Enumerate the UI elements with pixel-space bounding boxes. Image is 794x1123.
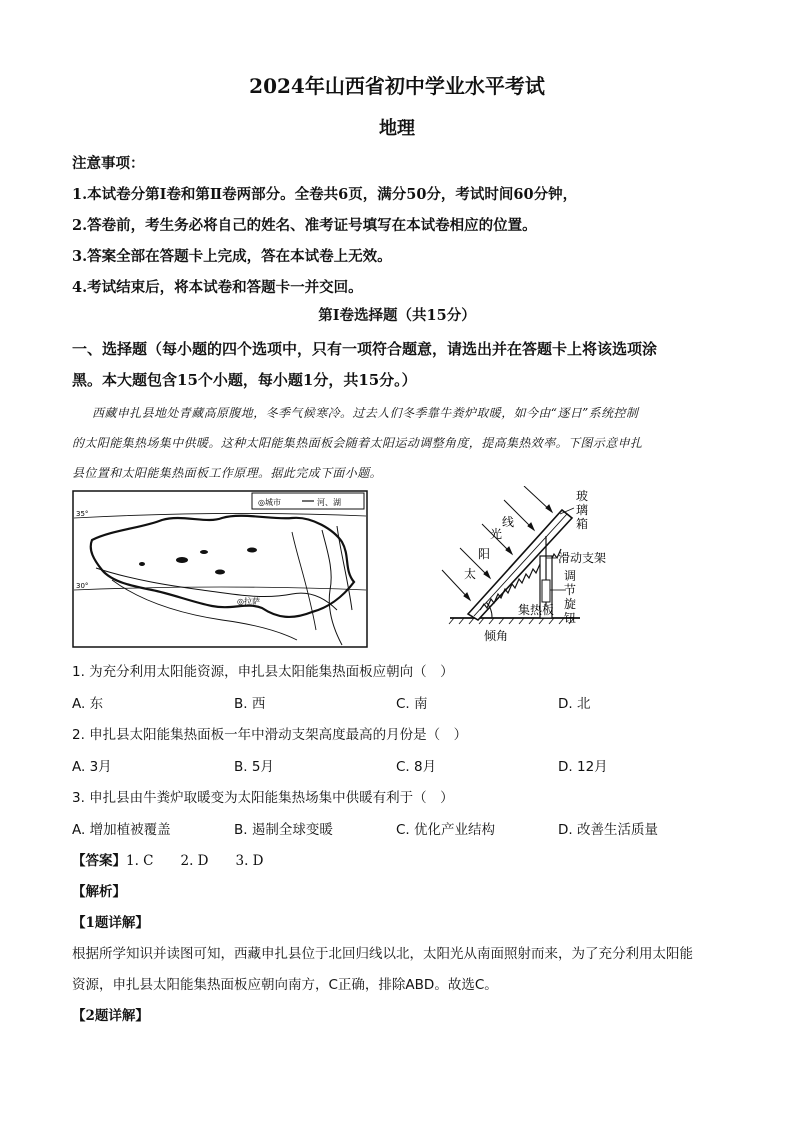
question-2-option-a[interactable]: A. 3月 bbox=[72, 759, 112, 775]
question-1-option-d[interactable]: D. 北 bbox=[558, 696, 591, 712]
question-3-option-d[interactable]: D. 改善生活质量 bbox=[558, 822, 658, 838]
question-2-option-d[interactable]: D. 12月 bbox=[558, 759, 608, 775]
sunlight-char-3: 光 bbox=[490, 527, 503, 541]
q2-analysis-heading: 【2题详解】 bbox=[72, 1008, 149, 1024]
notice-item: 4.考试结束后，将本试卷和答题卡一并交回。 bbox=[72, 279, 363, 296]
passage-line: 西藏申扎县地处青藏高原腹地，冬季气候寒冷。过去人们冬季靠牛粪炉取暖，如今由“逐日”系统控制 bbox=[92, 406, 639, 420]
adjust-knob-label-2: 节 bbox=[564, 583, 577, 597]
question-1-option-b[interactable]: B. 西 bbox=[234, 696, 266, 712]
answer-label: 【答案】 bbox=[72, 853, 126, 869]
sunlight-char-4: 线 bbox=[502, 515, 515, 529]
adjust-knob-label-4: 钮 bbox=[564, 611, 577, 625]
passage-line: 的太阳能集热场集中供暖。这种太阳能集热面板会随着太阳运动调整角度，提高集热效率。下图示意申扎 bbox=[72, 436, 643, 450]
exam-title: 2024年山西省初中学业水平考试 bbox=[249, 74, 545, 98]
q1-analysis-line2: 资源，申扎县太阳能集热面板应朝向南方，C正确，排除ABD。故选C。 bbox=[72, 977, 498, 993]
lat-30-label: 30° bbox=[76, 582, 89, 590]
q1-analysis-heading: 【1题详解】 bbox=[72, 915, 149, 931]
lhasa-label: ◎拉萨 bbox=[237, 597, 260, 606]
question-2-stem: 2. 申扎县太阳能集热面板一年中滑动支架高度最高的月份是（ ） bbox=[72, 727, 468, 743]
legend-city: ◎城市 bbox=[258, 498, 281, 507]
slide-support-label: 滑动支架 bbox=[558, 551, 607, 565]
sunlight-char-2: 阳 bbox=[478, 547, 491, 561]
adjust-knob-label-1: 调 bbox=[564, 569, 577, 583]
analysis-label: 【解析】 bbox=[72, 884, 126, 900]
q1-analysis-line1: 根据所学知识并读图可知，西藏申扎县位于北回归线以北，太阳光从南面照射而来，为了充分利用太阳能 bbox=[72, 946, 693, 962]
notice-item: 2.答卷前，考生务必将自己的姓名、准考证号填写在本试卷相应的位置。 bbox=[72, 217, 537, 234]
part-instructions-line1: 一、选择题（每小题的四个选项中，只有一项符合题意，请选出并在答题卡上将该选项涂 bbox=[72, 340, 658, 358]
notice-item: 1.本试卷分第Ⅰ卷和第Ⅱ卷两部分。全卷共6页，满分50分，考试时间60分钟， bbox=[72, 186, 578, 203]
passage-line: 县位置和太阳能集热面板工作原理。据此完成下面小题。 bbox=[72, 466, 383, 480]
glass-box-label-3: 箱 bbox=[576, 517, 589, 531]
section-title: 第Ⅰ卷选择题（共15分） bbox=[318, 307, 476, 324]
question-1-option-c[interactable]: C. 南 bbox=[396, 696, 428, 712]
tilt-angle-label: 倾角 bbox=[484, 629, 509, 643]
sunlight-char-1: 太 bbox=[464, 567, 477, 581]
question-1-option-a[interactable]: A. 东 bbox=[72, 696, 104, 712]
glass-box-label-2: 璃 bbox=[576, 503, 589, 517]
location-map-figure bbox=[72, 490, 368, 648]
notice-heading: 注意事项： bbox=[72, 155, 145, 172]
subject-title: 地理 bbox=[379, 118, 415, 139]
answer-values: 1. C 2. D 3. D bbox=[126, 853, 264, 869]
notice-item: 3.答案全部在答题卡上完成，答在本试卷上无效。 bbox=[72, 248, 392, 265]
adjust-knob-label-3: 旋 bbox=[564, 597, 577, 611]
part-instructions-line2: 黑。本大题包含15个小题，每小题1分，共15分。） bbox=[72, 371, 417, 389]
legend-river: 河、湖 bbox=[317, 498, 341, 507]
question-2-option-b[interactable]: B. 5月 bbox=[234, 759, 274, 775]
question-1-stem: 1. 为充分利用太阳能资源，申扎县太阳能集热面板应朝向（ ） bbox=[72, 664, 454, 680]
question-3-option-b[interactable]: B. 遏制全球变暖 bbox=[234, 822, 333, 838]
question-3-stem: 3. 申扎县由牛粪炉取暖变为太阳能集热场集中供暖有利于（ ） bbox=[72, 790, 454, 806]
collector-plate-label: 集热板 bbox=[518, 603, 555, 617]
question-3-option-a[interactable]: A. 增加植被覆盖 bbox=[72, 822, 171, 838]
glass-box-label-1: 玻 bbox=[576, 489, 589, 503]
lat-35-label: 35° bbox=[76, 510, 89, 518]
solar-panel-figure bbox=[440, 486, 630, 652]
question-3-option-c[interactable]: C. 优化产业结构 bbox=[396, 822, 496, 838]
question-2-option-c[interactable]: C. 8月 bbox=[396, 759, 437, 775]
answer-line bbox=[72, 849, 264, 869]
